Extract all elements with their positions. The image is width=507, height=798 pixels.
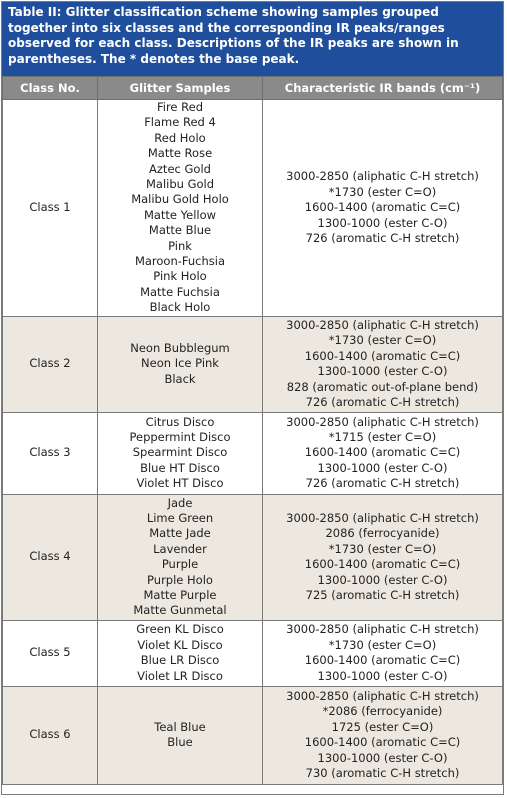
ir-band: 1300-1000 (ester C-O) [317,572,448,587]
glitter-samples-cell [98,620,263,686]
ir-band: 726 (aromatic C-H stretch) [305,476,460,491]
ir-bands-cell [263,620,503,686]
ir-band: 1300-1000 (ester C-O) [317,364,448,379]
ir-band: 1725 (ester C=O) [331,719,434,734]
sample-name: Lavender [153,541,207,556]
ir-band: *1730 (ester C=O) [328,333,437,348]
ir-band: *1730 (ester C=O) [328,184,437,199]
table-caption: Table II: Glitter classification scheme showing samples grouped together into six classes and the corresponding IR peaks/ranges observed for each class. Descriptions of the IR peaks are shown in parentheses. The * denotes the base peak. [2,2,503,76]
ir-bands-cell [263,686,503,784]
sample-name: Purple [161,557,199,572]
ir-bands-cell [263,494,503,620]
sample-name: Teal Blue [154,719,206,734]
sample-name: Fire Red [156,100,204,114]
class-number-cell: Class 1 [3,100,98,317]
ir-bands-cell [263,100,503,317]
sample-name: Pink Holo [153,269,207,284]
ir-band: 1600-1400 (aromatic C=C) [304,557,461,572]
sample-name: Matte Blue [148,223,212,238]
sample-name: Flame Red 4 [144,115,216,130]
ir-band: *1715 (ester C=O) [328,430,437,445]
ir-band: 1600-1400 (aromatic C=C) [304,735,461,750]
ir-band: 1300-1000 (ester C-O) [317,215,448,230]
table-row [3,494,503,620]
ir-band: 1300-1000 (ester C-O) [317,668,448,683]
ir-band: 1600-1400 (aromatic C=C) [304,348,461,363]
ir-band: 3000-2850 (aliphatic C-H stretch) [286,622,479,637]
sample-name: Lime Green [146,510,214,525]
class-number-cell: Class 3 [3,412,98,494]
sample-name: Peppermint Disco [129,430,231,445]
ir-band: *1730 (ester C=O) [328,541,437,556]
table-row [3,686,503,784]
ir-band: 726 (aromatic C-H stretch) [305,395,460,409]
sample-name: Violet HT Disco [136,476,224,491]
glitter-samples-cell [98,412,263,494]
sample-name: Malibu Gold [145,177,215,192]
table-row [3,412,503,494]
sample-name: Black Holo [149,300,211,315]
ir-band: 725 (aromatic C-H stretch) [305,588,460,602]
sample-name: Aztec Gold [149,161,211,176]
ir-band: *1730 (ester C=O) [328,637,437,652]
ir-band: 3000-2850 (aliphatic C-H stretch) [286,169,479,184]
sample-name: Spearmint Disco [132,445,228,460]
ir-band: 3000-2850 (aliphatic C-H stretch) [286,688,479,703]
ir-band: 730 (aromatic C-H stretch) [305,766,460,780]
header-row [3,77,503,100]
sample-name: Malibu Gold Holo [131,192,229,207]
sample-name: Pink [168,238,192,253]
sample-name: Matte Gunmetal [133,603,227,618]
sample-name: Maroon-Fuchsia [134,254,226,269]
sample-name: Neon Bubblegum [130,341,230,356]
sample-name: Neon Ice Pink [141,356,219,371]
ir-band: 3000-2850 (aliphatic C-H stretch) [286,510,479,525]
sample-name: Blue HT Disco [140,460,220,475]
sample-name: Violet KL Disco [137,637,223,652]
ir-band: 726 (aromatic C-H stretch) [305,230,460,245]
table-figure [1,1,504,795]
ir-band: 1300-1000 (ester C-O) [317,750,448,765]
ir-bands-cell [263,412,503,494]
sample-name: Green KL Disco [136,622,224,637]
ir-band: 1600-1400 (aromatic C=C) [304,200,461,215]
ir-band: 3000-2850 (aliphatic C-H stretch) [286,414,479,429]
sample-name: Black [164,371,196,386]
sample-name: Matte Yellow [143,207,217,222]
sample-name: Violet LR Disco [137,668,223,683]
table-row [3,100,503,317]
ir-band: 1600-1400 (aromatic C=C) [304,445,461,460]
header-class-no: Class No. [3,77,98,100]
glitter-classification-table [2,76,503,785]
table-row [3,620,503,686]
header-glitter-samples: Glitter Samples [98,77,263,100]
glitter-samples-cell [98,686,263,784]
ir-bands-cell [263,316,503,412]
sample-name: Citrus Disco [145,414,215,429]
ir-band: 2086 (ferrocyanide) [325,526,440,541]
ir-band: 1300-1000 (ester C-O) [317,460,448,475]
sample-name: Matte Fuchsia [140,284,220,299]
ir-band: 3000-2850 (aliphatic C-H stretch) [286,317,479,332]
sample-name: Jade [167,495,193,510]
class-number-cell: Class 5 [3,620,98,686]
glitter-samples-cell [98,316,263,412]
sample-name: Blue LR Disco [140,653,220,668]
sample-name: Blue [167,735,193,750]
sample-name: Matte Rose [147,146,213,161]
table-row [3,316,503,412]
glitter-samples-cell [98,494,263,620]
class-number-cell: Class 6 [3,686,98,784]
ir-band: *2086 (ferrocyanide) [322,704,443,719]
ir-band: 828 (aromatic out-of-plane bend) [286,379,479,394]
sample-name: Red Holo [154,130,206,145]
ir-band: 1600-1400 (aromatic C=C) [304,653,461,668]
sample-name: Purple Holo [147,572,213,587]
sample-name: Matte Jade [149,526,211,541]
class-number-cell: Class 2 [3,316,98,412]
sample-name: Matte Purple [143,588,217,602]
header-ir-bands: Characteristic IR bands (cm⁻¹) [263,77,503,100]
glitter-samples-cell [98,100,263,317]
class-number-cell: Class 4 [3,494,98,620]
